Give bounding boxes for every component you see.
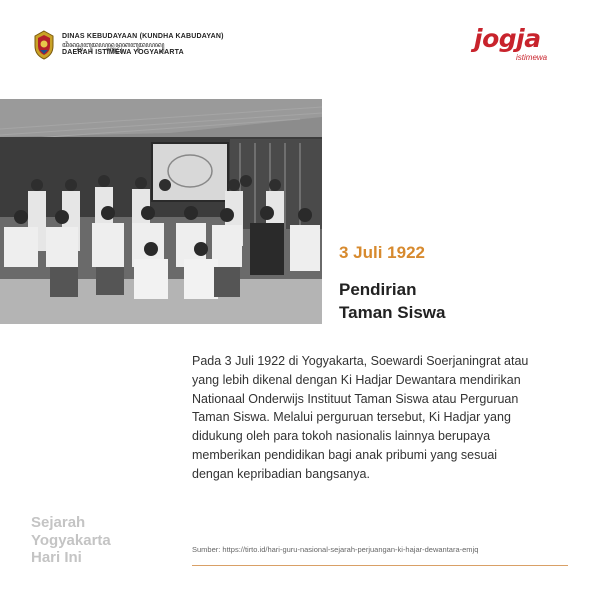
historical-group-photo [0,99,322,324]
jogja-istimewa-logo [474,24,548,62]
title-line: Pendirian [339,280,417,299]
body-line: yang lebih dikenal dengan Ki Hadjar Dewantara mendirikan [192,372,521,387]
article-title [339,279,445,324]
body-line: Nationaal Onderwijs Instituut Taman Siswa atau Perguruan [192,391,519,406]
org-name: DINAS KEBUDAYAAN (KUNDHA KABUDAYAN) [62,32,224,40]
header-logo [32,30,224,60]
brand-word: jogja [474,24,541,53]
kraton-crest-icon [32,30,56,60]
org-region: DAERAH ISTIMEWA YOGYAKARTA [62,49,184,57]
brand-sub: istimewa [516,53,548,62]
event-date: 3 Juli 1922 [339,243,426,262]
body-line: memberikan pendidikan bagi anak pribumi yang sesuai [192,447,498,462]
body-line: didukung oleh para tokoh nasionalis lainnya berupaya [192,429,491,443]
source-citation: Sumber: https://tirto.id/hari-guru-nasional-sejarah-perjuangan-ki-hajar-dewantara-emjq [192,545,479,554]
org-name-javanese: ꦢꦶꦤꦱ꧀ꦏꦧꦸꦢꦪꦤ꧀ꦏꦸꦤ꧀ꦝꦏꦧꦸꦢꦪꦤ꧀ [62,40,165,49]
series-title [31,514,111,567]
body-line: Taman Siswa. Melalui perguruan tersebut, Ki Hadjar yang [192,410,511,425]
series-line: Yogyakarta [31,531,111,549]
series-line: Sejarah [31,514,86,531]
series-line: Hari Ini [31,549,82,567]
article-body [192,352,572,483]
title-line: Taman Siswa [339,302,446,322]
body-line: dengan kepribadian bangsanya. [192,466,370,481]
accent-divider [192,565,568,566]
body-line: Pada 3 Juli 1922 di Yogyakarta, Soewardi Soerjaningrat atau [192,354,529,368]
